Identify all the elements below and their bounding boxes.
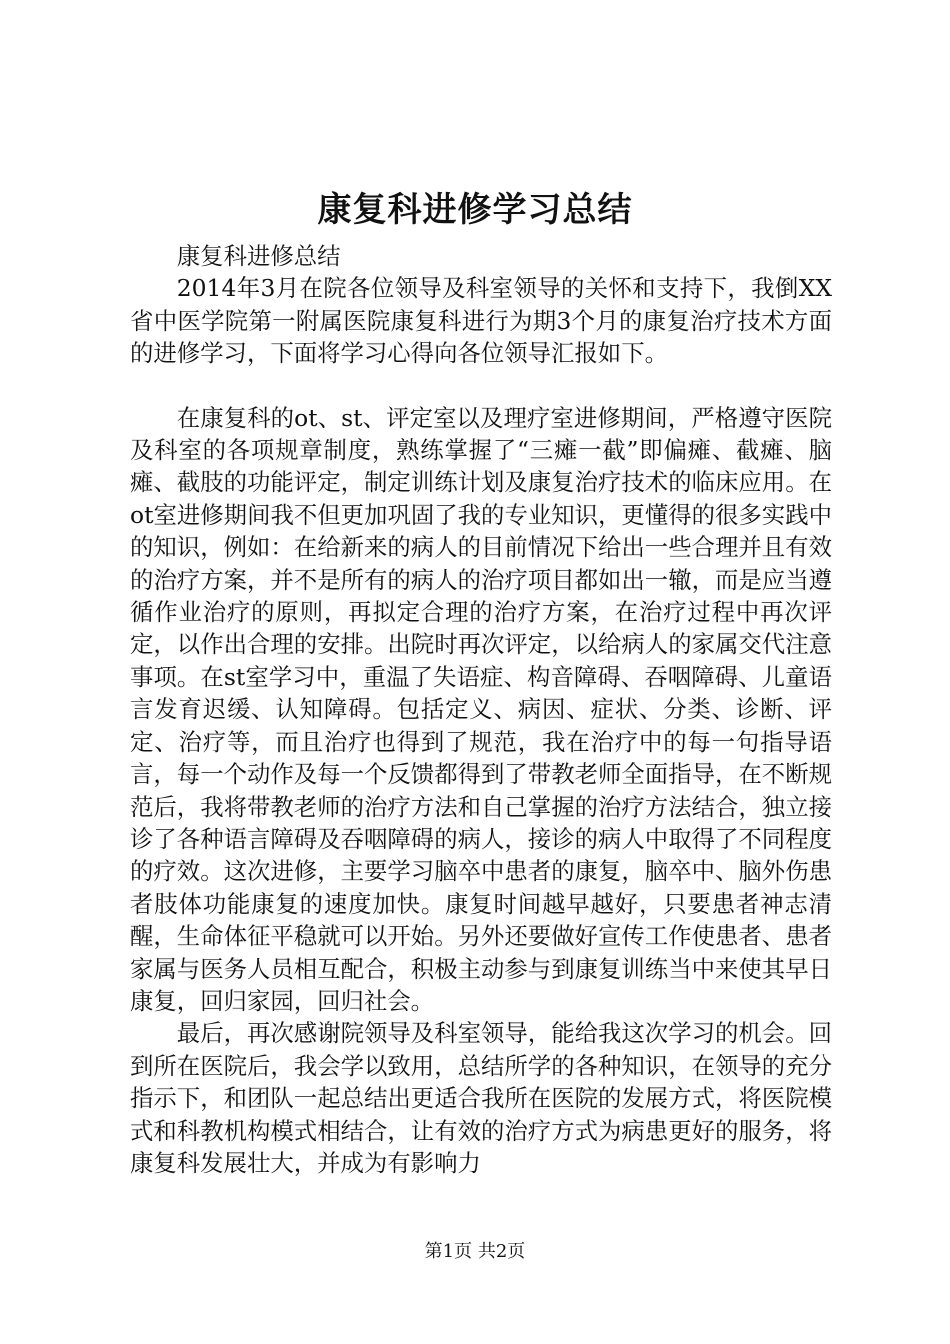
paragraph-closing: 最后，再次感谢院领导及科室领导，能给我这次学习的机会。回到所在医院后，我会学以致用，总结所学的各种知识，在领导的充分指示下，和团队一起总结出更适合我所在医院的发展方式，将医院模式和科教机构模式相结合，让有效的治疗方式为病患更好的服务，将康复科发展壮大，并成为有影响力 xyxy=(130,1019,832,1177)
paragraph-main: 在康复科的ot、st、评定室以及理疗室进修期间，严格遵守医院及科室的各项规章制度，熟练掌握了“三瘫一截”即偏瘫、截瘫、脑瘫、截肢的功能评定，制定训练计划及康复治疗技术的临床应用。在ot室进修期间我不但更加巩固了我的专业知识，更懂得的很多实践中的知识，例如：在给新来的病人的目前情况下给出一些合理并且有效的治疗方案，并不是所有的病人的治疗项目都如出一辙，而是应当遵循作业治疗的原则，再拟定合理的治疗方案，在治疗过程中再次评定，以作出合理的安排。出院时再次评定，以给病人的家属交代注意事项。在st室学习中，重温了失语症、构音障碍、吞咽障碍、儿童语言发育迟缓、认知障碍。包括定义、病因、症状、分类、诊断、评定、治疗等，而且治疗也得到了规范，我在治疗中的每一句指导语言，每一个动作及每一个反馈都得到了带教老师全面指导，在不断规范后，我将带教老师的治疗方法和自己掌握的治疗方法结合，独立接诊了各种语言障碍及吞咽障碍的病人，接诊的病人中取得了不同程度的疗效。这次进修，主要学习脑卒中患者的康复，脑卒中、脑外伤患者肢体功能康复的速度加快。康复时间越早越好，只要患者神志清醒，生命体征平稳就可以开始。另外还要做好宣传工作使患者、患者家属与医务人员相互配合，积极主动参与到康复训练当中来使其早日康复，回归家园，回归社会。 xyxy=(130,403,832,1015)
document-title: 康复科进修学习总结 xyxy=(317,190,633,230)
document-body xyxy=(130,240,832,1179)
paragraph-subtitle: 康复科进修总结 xyxy=(176,242,341,270)
paragraph-intro: 2014年3月在院各位领导及科室领导的关怀和支持下，我倒XX省中医学院第一附属医院康复科进行为期3个月的康复治疗技术方面的进修学习，下面将学习心得向各位领导汇报如下。 xyxy=(130,274,832,368)
page-number-footer: 第1页 共2页 xyxy=(424,1241,526,1262)
